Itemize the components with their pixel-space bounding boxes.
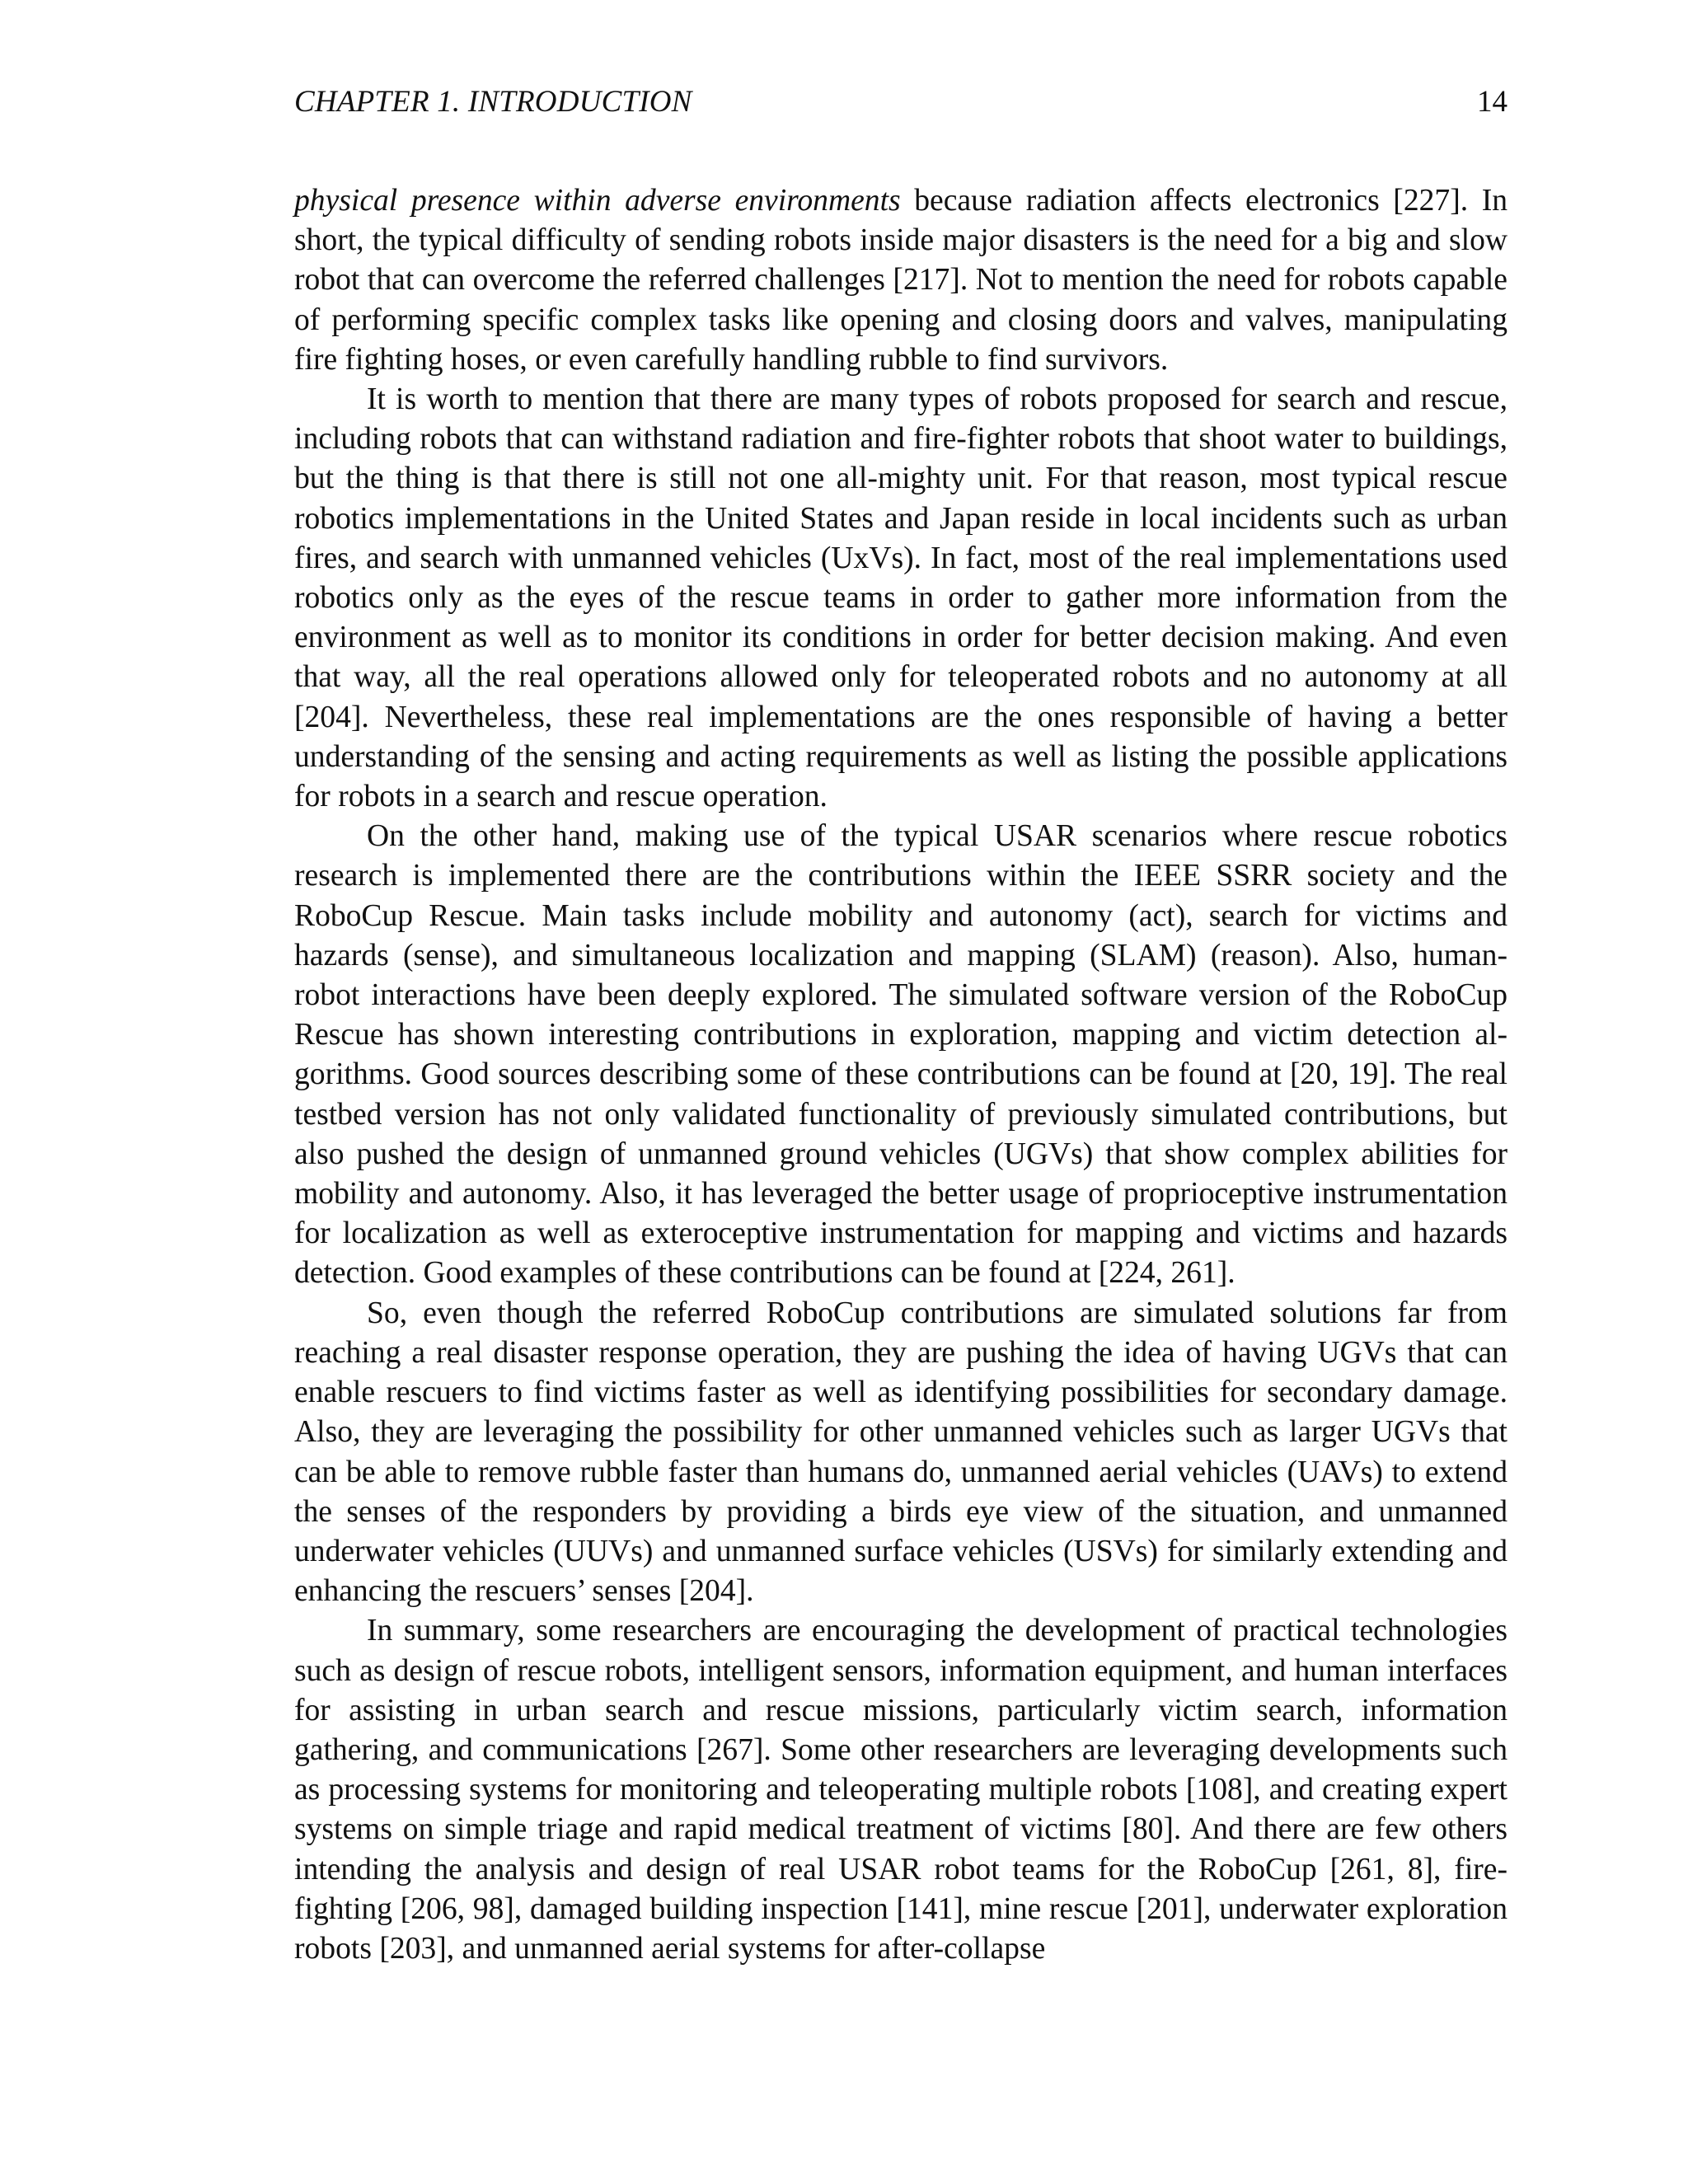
paragraph-3: On the other hand, making use of the typical USAR scenarios where rescue robotics research is implemented there are the contributions within the IEEE SSRR society and the RoboCup Rescue. Main tasks include mobility and autonomy (act), search for victims and hazards (sense), and simultaneous localization and mapping (SLAM) (reason). Also, human-robot interactions have been deeply explored. The simulated software version of the RoboCup Rescue has shown interesting contributions in exploration, mapping and victim detection algorithms. Good sources describing some of these contributions can be found at [20, 19]. The real testbed version has not only validated functionality of previously simulated contributions, but also pushed the design of unmanned ground vehicles (UGVs) that show complex abilities for mobility and autonomy. Also, it has leveraged the better usage of proprioceptive instrumentation for localization as well as exteroceptive instrumentation for mapping and victims and hazards detection. Good examples of these contributions can be found at [224, 261]. [294,819,1507,1291]
body-text [294,181,1507,1969]
emphasized-phrase: physical presence within adverse environments [294,184,901,218]
running-header [294,82,1507,122]
paragraph-5: In summary, some researchers are encouraging the development of practical technologies such as design of rescue robots, intelligent sensors, information equipment, and human interfaces for assisting in urban search and rescue missions, particularly victim search, information gathering, and communications [267]. Some other researchers are leveraging developments such as processing systems for monitoring and teleoperating multiple robots [108], and creating expert systems on simple triage and rapid medical treatment of victims [80]. And there are few others intending the analysis and design of real USAR robot teams for the RoboCup [261, 8], fire-fighting [206, 98], damaged building inspection [141], mine rescue [201], underwater exploration robots [203], and unmanned aerial systems for after-collapse [294,1614,1507,1966]
paper-page [294,0,1507,2184]
paragraph-1-text: because radiation affects electronics [227]. In short, the typical difficulty of sending robots inside major disasters is the need for a big and slow robot that can overcome the referred challenges [217]. Not to mention the need for robots capable of performing specific complex tasks like opening and closing doors and valves, manipulating fire fighting hoses, or even carefully handling rubble to find survivors. [294,184,1507,377]
paragraph-4: So, even though the referred RoboCup contributions are simulated solutions far from reaching a real disaster response operation, they are pushing the idea of having UGVs that can enable rescuers to find victims faster as well as identifying possibilities for secondary damage. Also, they are leveraging the possibility for other unmanned vehicles such as larger UGVs that can be able to remove rubble faster than humans do, unmanned aerial vehicles (UAVs) to extend the senses of the responders by providing a birds eye view of the situation, and unmanned underwater vehicles (UUVs) and unmanned surface vehicles (USVs) for similarly extending and enhancing the rescuers’ senses [204]. [294,1296,1507,1609]
chapter-title: CHAPTER 1. INTRODUCTION [294,85,692,119]
page-number: 14 [1477,85,1507,119]
paragraph-1 [294,181,1507,380]
paragraph-2: It is worth to mention that there are many types of robots proposed for search and rescue, including robots that can withstand radiation and fire-fighter robots that shoot water to buildings, but the thing is that there is still not one all-mighty unit. For that reason, most typical rescue robotics implementations in the United States and Japan reside in local incidents such as urban fires, and search with unmanned vehicles (UxVs). In fact, most of the real implementations used robotics only as the eyes of the rescue teams in order to gather more information from the environment as well as to monitor its conditions in order for better decision making. And even that way, all the real operations allowed only for teleoperated robots and no autonomy at all [204]. Nevertheless, these real implementations are the ones responsible of having a better understanding of the sensing and acting requirements as well as listing the possible applications for robots in a search and rescue operation. [294,382,1507,814]
